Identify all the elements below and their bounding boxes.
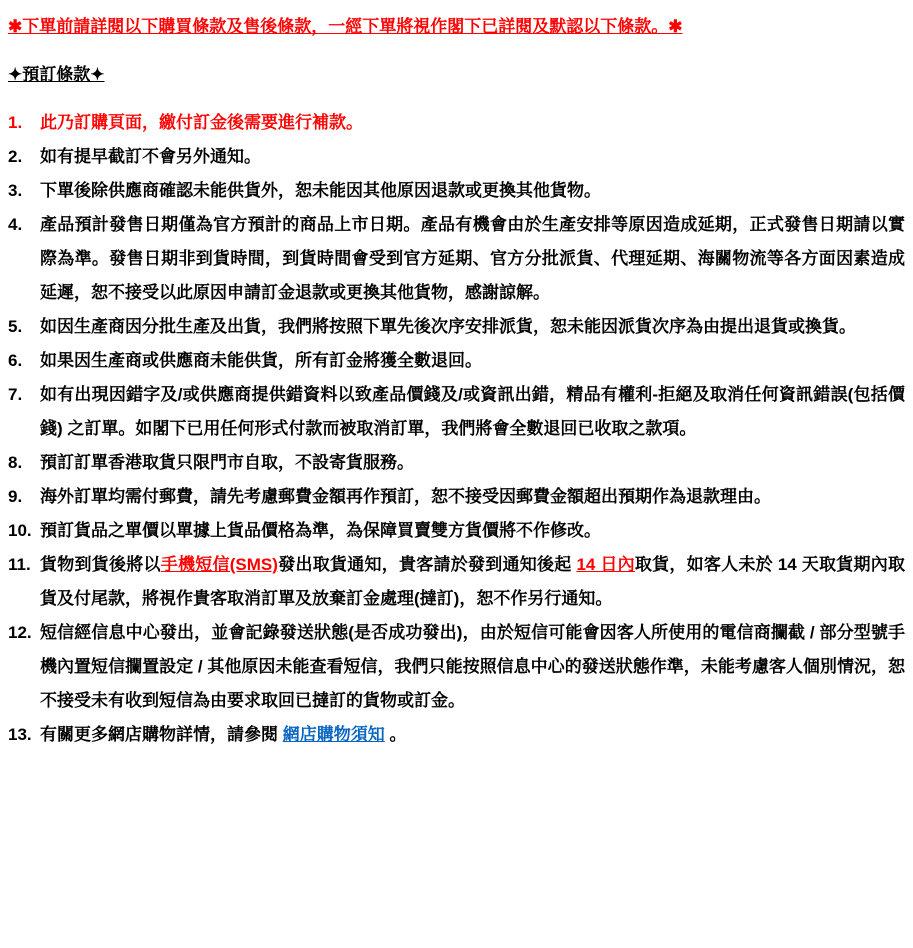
text-segment: 如因生產商因分批生產及出貨，我們將按照下單先後次序安排派貨，恕未能因派貨次序為由提出退貨或換貨。 [40,317,856,336]
term-text [40,385,905,438]
term-number: 6. [8,351,23,370]
term-item-2 [8,140,905,174]
term-number: 10. [8,521,32,540]
section-header-preorder-terms: ✦預訂條款✦ [8,65,105,84]
term-text [40,453,414,472]
term-text [40,555,905,608]
text-segment: 貨物到貨後將以 [40,555,161,574]
text-segment: 預訂貨品之單價以單據上貨品價格為準，為保障買賣雙方貨價將不作修改。 [40,521,601,540]
term-item-6 [8,344,905,378]
term-number: 1. [8,113,23,132]
term-item-12 [8,616,905,718]
term-number: 13. [8,725,32,744]
term-number: 5. [8,317,23,336]
text-segment: 如有出現因錯字及/或供應商提供錯資料以致產品價錢及/或資訊出錯，精品有權利-拒絕及取消任何資訊錯誤(包括價錢) 之訂單。如閣下已用任何形式付款而被取消訂單，我們將會全數退回已收取之款項。 [40,385,905,438]
term-text [40,351,482,370]
text-segment: 海外訂單均需付郵費，請先考慮郵費金額再作預訂，恕不接受因郵費金額超出預期作為退款理由。 [40,487,771,506]
term-item-3 [8,174,905,208]
text-segment: 如有提早截訂不會另外通知。 [40,147,261,166]
term-number: 12. [8,623,32,642]
term-text [40,215,905,302]
term-item-5 [8,310,905,344]
text-segment: 有關更多網店購物詳情，請參閱 [40,725,283,744]
text-segment: 產品預計發售日期僅為官方預計的商品上市日期。產品有機會由於生產安排等原因造成延期，正式發售日期請以實際為準。發售日期非到貨時間，到貨時間會受到官方延期、官方分批派貨、代理延期、海關物流等各方面因素造成延遲，恕不接受以此原因申請訂金退款或更換其他貨物，感謝諒解。 [40,215,905,302]
term-text [40,725,406,744]
term-number: 11. [8,555,31,574]
term-text [40,521,601,540]
term-text [40,317,856,336]
sms-highlight: 手機短信(SMS) [160,555,278,574]
text-segment: 取貨，如客人未於 14 天取貨期內取貨及付尾款，將視作貴客取消訂單及放棄訂金處理(撻訂)，恕不作另行通知。 [40,555,905,608]
text-segment: 此乃訂購頁面，繳付訂金後需要進行補款。 [40,113,363,132]
term-item-10 [8,514,905,548]
term-item-8 [8,446,905,480]
term-number: 2. [8,147,23,166]
term-number: 7. [8,385,23,404]
term-number: 4. [8,215,23,234]
text-segment: 。 [384,725,407,744]
term-number: 9. [8,487,23,506]
term-text [40,147,261,166]
term-item-7 [8,378,905,446]
term-text [40,487,771,506]
terms-list [8,106,905,752]
term-item-1 [8,106,905,140]
term-number: 3. [8,181,23,200]
text-segment: 短信經信息中心發出，並會記錄發送狀態(是否成功發出)，由於短信可能會因客人所使用的電信商攔截 / 部分型號手機內置短信攔置設定 / 其他原因未能查看短信，我們只能按照信息中心的發送狀態作準，未能考慮客人個別情況，恕不接受未有收到短信為由要求取回已撻訂的貨物或訂金。 [40,623,905,710]
text-segment: 如果因生產商或供應商未能供貨，所有訂金將獲全數退回。 [40,351,482,370]
term-text [40,623,905,710]
term-item-4 [8,208,905,310]
page-title: ✱下單前請詳閱以下購買條款及售後條款，一經下單將視作閣下已詳閱及默認以下條款。✱ [8,17,683,36]
deadline-highlight: 14 日內 [576,555,635,574]
text-segment: 下單後除供應商確認未能供貨外，恕未能因其他原因退款或更換其他貨物。 [40,181,601,200]
text-segment: 發出取貨通知，貴客請於發到通知後起 [277,555,577,574]
term-item-9 [8,480,905,514]
term-item-11 [8,548,905,616]
term-number: 8. [8,453,23,472]
term-text [40,113,363,132]
text-segment: 預訂訂單香港取貨只限門市自取，不設寄貨服務。 [40,453,414,472]
shop-guide-link[interactable]: 網店購物須知 [282,725,385,744]
term-text [40,181,601,200]
term-item-13 [8,718,905,752]
